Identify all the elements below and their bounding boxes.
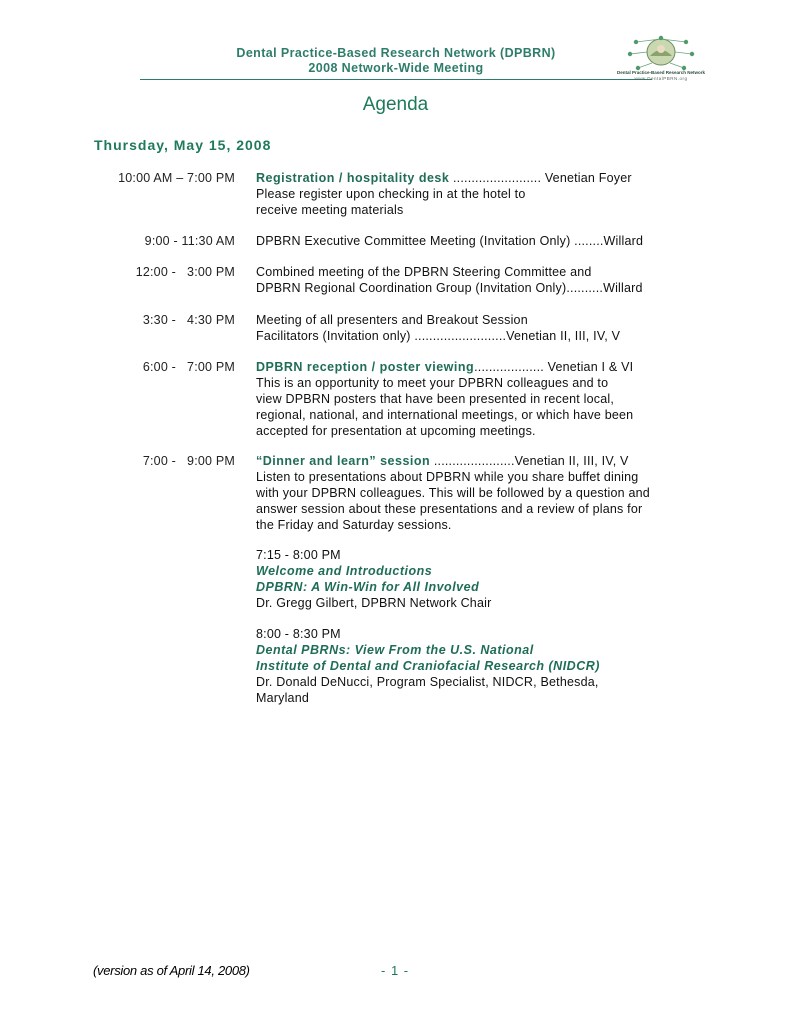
agenda-item-heading xyxy=(256,359,633,375)
dot-leader: ........................ xyxy=(449,171,545,185)
agenda-item-title: Registration / hospitality desk xyxy=(256,171,450,185)
header-meeting-name: 2008 Network-Wide Meeting xyxy=(308,61,484,75)
session-title: Welcome and Introductions xyxy=(256,564,433,578)
agenda-item-time: 6:00 - 7:00 PM xyxy=(142,360,235,374)
agenda-item-description: accepted for presentation at upcoming meetings. xyxy=(256,424,536,438)
agenda-item-description: This is an opportunity to meet your DPBRN colleagues and to xyxy=(256,376,609,390)
agenda-item-description: the Friday and Saturday sessions. xyxy=(256,518,452,532)
agenda-item-title: DPBRN reception / poster viewing xyxy=(256,360,475,374)
header-divider xyxy=(140,79,652,80)
dot-leader: ...................... xyxy=(430,454,515,468)
session-speaker: Dr. Gregg Gilbert, DPBRN Network Chair xyxy=(256,596,492,610)
agenda-item-time: 9:00 - 11:30 AM xyxy=(144,234,235,248)
agenda-item-text: Meeting of all presenters and Breakout Session xyxy=(256,313,528,327)
agenda-item-description: regional, national, and international meetings, or which have been xyxy=(256,408,634,422)
dot-leader: ........ xyxy=(570,234,604,248)
session-title: DPBRN: A Win-Win for All Involved xyxy=(256,580,480,594)
agenda-item-time: 3:30 - 4:30 PM xyxy=(142,313,235,327)
header-network-name: Dental Practice-Based Research Network (DPBRN) xyxy=(236,46,556,60)
page-title: Agenda xyxy=(362,94,429,115)
agenda-item-text: DPBRN Regional Coordination Group (Invitation Only) xyxy=(256,281,567,295)
agenda-item-text: Facilitators (Invitation only) xyxy=(256,329,411,343)
agenda-item-text: Combined meeting of the DPBRN Steering Committee and xyxy=(256,265,592,279)
agenda-item-title: “Dinner and learn” session xyxy=(256,454,431,468)
footer-version: (version as of April 14, 2008) xyxy=(93,963,250,978)
agenda-item-location: Venetian II, III, IV, V xyxy=(506,329,621,343)
agenda-item-description: view DPBRN posters that have been presented in recent local, xyxy=(256,392,615,406)
page-number: - 1 - xyxy=(381,963,410,978)
agenda-item-time: 7:00 - 9:00 PM xyxy=(142,454,235,468)
agenda-item-location: Willard xyxy=(603,281,643,295)
session-time: 7:15 - 8:00 PM xyxy=(256,548,341,562)
day-heading: Thursday, May 15, 2008 xyxy=(94,137,272,153)
session-speaker: Dr. Donald DeNucci, Program Specialist, NIDCR, Bethesda, xyxy=(256,675,599,689)
agenda-item-description: with your DPBRN colleagues. This will be followed by a question and xyxy=(256,486,650,500)
dot-leader: ................... xyxy=(474,360,544,374)
session-time: 8:00 - 8:30 PM xyxy=(256,627,341,641)
agenda-item-description: Listen to presentations about DPBRN while you share buffet dining xyxy=(256,470,639,484)
agenda-item-location: Willard xyxy=(603,234,644,248)
agenda-item-description: receive meeting materials xyxy=(256,203,404,217)
session-title: Dental PBRNs: View From the U.S. National xyxy=(256,643,534,657)
logo-caption: Dental Practice-Based Research Network xyxy=(616,70,706,75)
agenda-item-location: Venetian Foyer xyxy=(544,171,632,185)
agenda-item-heading xyxy=(256,170,632,186)
session-speaker: Maryland xyxy=(256,691,310,705)
agenda-item-description: answer session about these presentations and a review of plans for xyxy=(256,502,643,516)
session-title: Institute of Dental and Craniofacial Research (NIDCR) xyxy=(256,659,600,673)
agenda-item-heading xyxy=(256,280,643,296)
agenda-item-description: Please register upon checking in at the hotel to xyxy=(256,187,526,201)
logo-url: www.DentalPBRN.org xyxy=(634,76,688,81)
agenda-item-time: 12:00 - 3:00 PM xyxy=(135,265,235,279)
agenda-item-heading xyxy=(256,328,620,344)
agenda-item-location: Venetian II, III, IV, V xyxy=(514,454,629,468)
dot-leader: ......................... xyxy=(410,329,507,343)
dot-leader: .......... xyxy=(566,281,604,295)
agenda-item-heading xyxy=(256,453,629,469)
agenda-item-heading xyxy=(256,233,643,249)
agenda-item-location: Venetian I & VI xyxy=(543,360,634,374)
agenda-item-time: 10:00 AM – 7:00 PM xyxy=(118,171,235,185)
agenda-item-text: DPBRN Executive Committee Meeting (Invitation Only) xyxy=(256,234,571,248)
